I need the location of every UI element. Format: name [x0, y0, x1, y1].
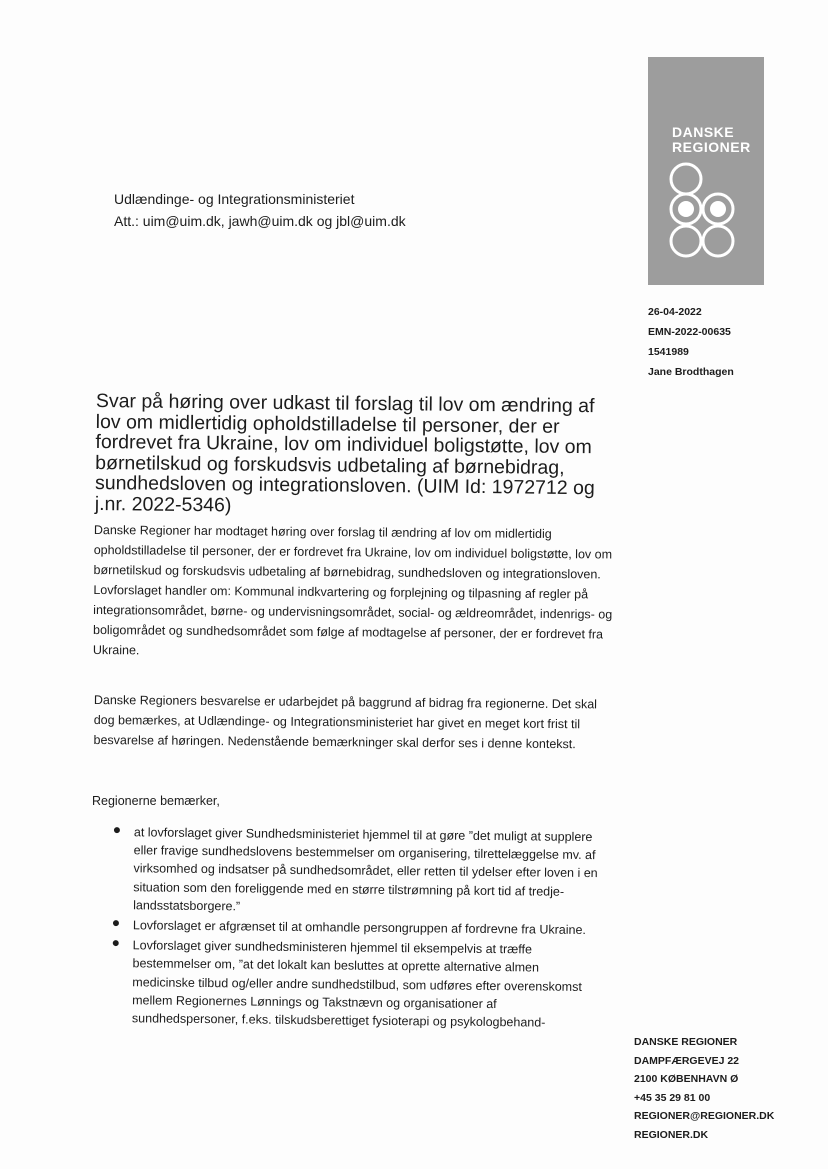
paragraph-lead-in: Regionerne bemærker, [92, 794, 220, 808]
footer-city: 2100 KØBENHAVN Ø [634, 1073, 739, 1086]
logo-line-2: REGIONER [672, 139, 751, 155]
paragraph-context: Danske Regioners besvarelse er udarbejdet på baggrund af bidrag fra regionerne. Det skal dog bemærkes, at Udlændinge- og Integrationsministeriet har givet en meget kort frist til besvarelse af høringen. Nedenstående bemærkninger skal derfor ses i denne kontekst. [93, 692, 598, 752]
recipient-name: Udlændinge- og Integrationsministeriet [114, 191, 355, 207]
meta-author: Jane Brodthagen [648, 366, 734, 378]
list-item-text: Lovforslaget giver sundhedsministeren hjemmel til eksempelvis at træffe bestemmelser om, ”at det lokalt kan besluttes at oprette alternative almen medicinske tilbud og/eller andre sundhedstilbud, som udføres efter overenskomst mellem Regionernes Lønnings og Takstnævn og organisationer af sundhedspersoner, f.eks. tilskudsberettiget fysioterapi og psykologbehand- [131, 938, 582, 1030]
logo-line-1: DANSKE [672, 124, 735, 140]
logo-wordmark [672, 125, 751, 155]
list-item [106, 936, 599, 1032]
list-item [107, 916, 599, 939]
footer-phone: +45 35 29 81 00 [634, 1091, 711, 1104]
footer-email: REGIONER@REGIONER.DK [634, 1110, 775, 1123]
meta-case-number: EMN-2022-00635 [648, 326, 731, 338]
bullet-icon [113, 940, 119, 946]
paragraph-intro: Danske Regioner har modtaget høring over forslag til ændring af lov om midlertidig opholdstilladelse til personer, der er fordrevet fra Ukraine, lov om individuel boligstøtte, lov om børnetilskud og forskudsvis udbetaling af børnebidrag, sundhedsloven og integrationsloven. Lovforslaget handler om: Kommunal indkvartering og forplejning og tilpasning af regler på integrationsområdet, børne- og undervisningsområdet, social- og ældreområdet, indenrigs- og boligområdet og sundhedsområdet som følge af modtagelse af personer, der er fordrevet fra Ukraine. [92, 522, 613, 658]
recipient-att: Att.: uim@uim.dk, jawh@uim.dk og jbl@uim.dk [114, 213, 406, 229]
document-title: Svar på høring over udkast til forslag til lov om ændring af lov om midlertidig opholdstilladelse til personer, der er fordrevet fra Ukraine, lov om individuel boligstøtte, lov om børnetilskud og forskudsvis udbetaling af børnebidrag, sundhedsloven og integrationsloven. (UIM Id: 1972712 og j.nr. 2022-5346) [94, 390, 595, 516]
footer-org: DANSKE REGIONER [634, 1036, 738, 1048]
danske-regioner-logo [648, 57, 764, 285]
recipient-block [114, 188, 406, 232]
bullet-icon [114, 827, 120, 833]
meta-date: 26-04-2022 [648, 306, 702, 318]
footer-web: REGIONER.DK [634, 1128, 709, 1141]
list-item-text: at lovforslaget giver Sundhedsministeriet hjemmel til at gøre ”det muligt at supplere eller fravige sundhedslovens bestemmelser om organisering, tilrettelæggelse mv. af virksomhed og indsatser på sundhedsområdet, eller retten til ydelser efter loven i en situation som den foreliggende med en større tilstrømning på kort tid af tredje-landsstatsborgere.” [133, 825, 598, 914]
logo-circles-icon [666, 161, 746, 261]
list-item [107, 823, 600, 919]
footer-street: DAMPFÆRGEVEJ 22 [634, 1054, 740, 1067]
document-meta [648, 302, 734, 382]
list-item-text: Lovforslaget er afgrænset til at omhandle persongruppen af fordrevne fra Ukraine. [132, 918, 587, 938]
sender-address [634, 1033, 774, 1145]
meta-document-number: 1541989 [648, 346, 689, 358]
remarks-list [106, 823, 600, 1034]
bullet-icon [113, 920, 119, 926]
